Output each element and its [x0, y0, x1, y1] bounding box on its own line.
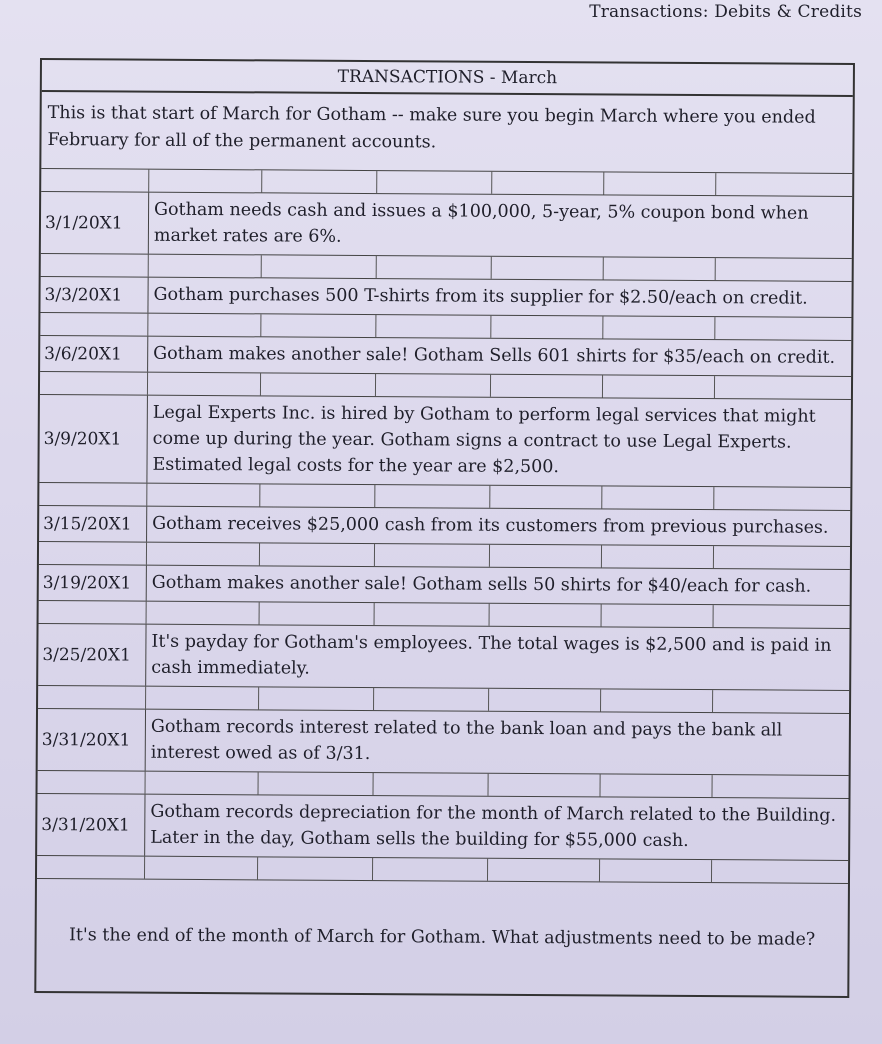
closing-question: It's the end of the month of March for Gotham. What adjustments need to be made?: [68, 925, 816, 950]
transaction-row: [40, 277, 851, 318]
transaction-date: 3/15/20X1: [39, 506, 147, 542]
transaction-description: Gotham receives $25,000 cash from its customers from previous purchases.: [152, 513, 829, 538]
transaction-description: Legal Experts Inc. is hired by Gotham to perform legal services that might come up during the year. Gotham signs a contract to use Legal Experts. Estimated legal costs for the year are $2,500.: [152, 402, 816, 478]
intro-text: This is that start of March for Gotham -- make sure you begin March where you ended February for all of the permanent accounts.: [41, 92, 852, 174]
transaction-row: [39, 395, 851, 488]
transaction-date: 3/31/20X1: [37, 794, 145, 856]
transaction-row: [40, 336, 851, 377]
transaction-description: Gotham purchases 500 T-shirts from its supplier for $2.50/each on credit.: [153, 284, 808, 309]
transaction-date: 3/1/20X1: [41, 192, 149, 254]
transaction-description: Gotham needs cash and issues a $100,000, 5-year, 5% coupon bond when market rates are 6%.: [153, 199, 809, 247]
transaction-date: 3/25/20X1: [38, 624, 146, 686]
transaction-date: 3/9/20X1: [39, 395, 148, 483]
transaction-row: [39, 565, 850, 606]
transaction-date: 3/19/20X1: [39, 565, 147, 601]
transaction-row: [38, 624, 849, 691]
transaction-row: [37, 794, 848, 861]
transaction-date: 3/31/20X1: [38, 709, 146, 771]
transaction-description: Gotham makes another sale! Gotham sells 50 shirts for $40/each for cash.: [151, 572, 812, 597]
transaction-description: Gotham makes another sale! Gotham Sells 601 shirts for $35/each on credit.: [153, 343, 836, 368]
transaction-date: 3/3/20X1: [40, 277, 148, 313]
transaction-row: [41, 192, 852, 259]
transaction-description: It's payday for Gotham's employees. The total wages is $2,500 and is paid in cash immediately.: [151, 631, 832, 679]
transactions-table: [34, 58, 855, 998]
transaction-description: Gotham records depreciation for the month of March related to the Building. Later in the day, Gotham sells the building for $55,000 cash.: [150, 801, 837, 851]
transaction-date: 3/6/20X1: [40, 336, 148, 372]
transaction-description: Gotham records interest related to the bank loan and pays the bank all interest owed as of 3/31.: [150, 716, 783, 765]
table-title: TRANSACTIONS - March: [42, 60, 853, 97]
transaction-row: [38, 709, 849, 776]
page-header: Transactions: Debits & Credits: [589, 2, 862, 22]
transaction-row: [39, 506, 850, 547]
